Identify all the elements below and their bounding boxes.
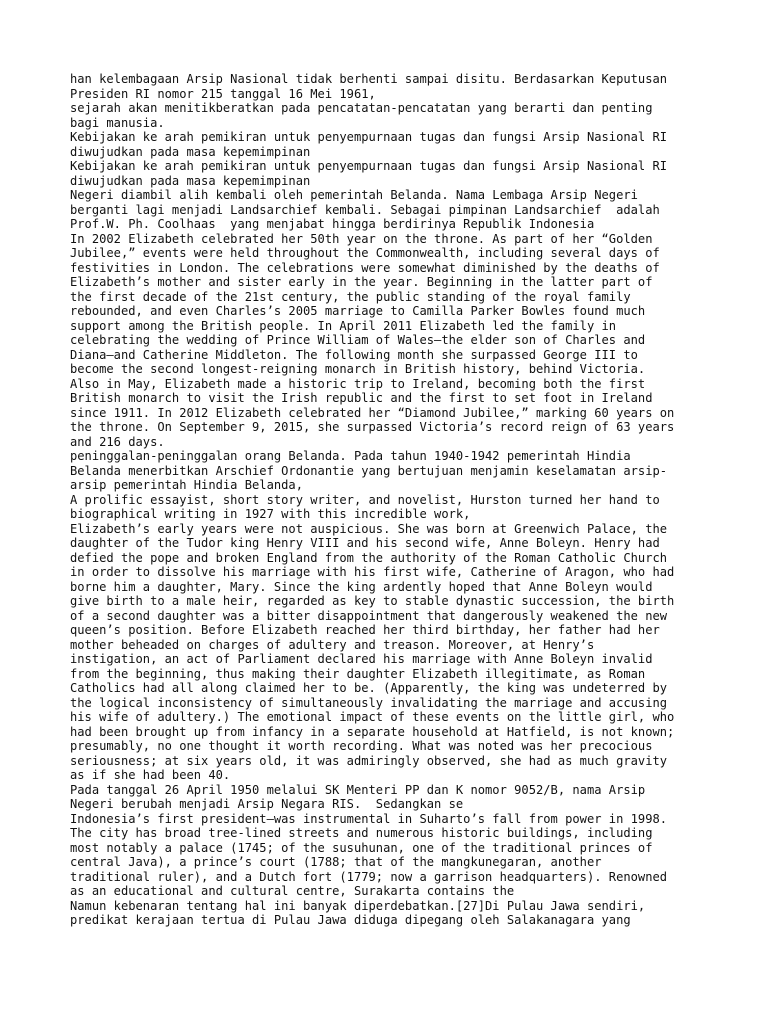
text-line: arsip pemerintah Hindia Belanda, — [70, 478, 303, 492]
text-line: rebounded, and even Charles’s 2005 marriage to Camilla Parker Bowles found much — [70, 304, 646, 318]
text-line: berganti lagi menjadi Landsarchief kembali. Sebagai pimpinan Landsarchief adalah — [70, 202, 660, 217]
text-line: predikat kerajaan tertua di Pulau Jawa diduga dipegang oleh Salakanagara yang — [70, 913, 631, 927]
text-line: the logical inconsistency of simultaneously invalidating the marriage and accusing — [70, 695, 668, 710]
text-line: han kelembagaan Arsip Nasional tidak berhenti sampai disitu. Berdasarkan Keputusan — [70, 72, 668, 86]
text-line: Kebijakan ke arah pemikiran untuk penyempurnaan tugas dan fungsi Arsip Nasional RI — [70, 130, 668, 144]
text-line: festivities in London. The celebrations were somewhat diminished by the deaths of — [70, 260, 660, 275]
text-line: borne him a daughter, Mary. Since the king ardently hoped that Anne Boleyn would — [70, 579, 653, 594]
text-line: Negeri diambil alih kembali oleh pemerintah Belanda. Nama Lembaga Arsip Negeri — [70, 188, 638, 202]
text-line: Indonesia’s first president—was instrumental in Suharto’s fall from power in 1998. — [70, 811, 668, 826]
text-line: celebrating the wedding of Prince William of Wales—the elder son of Charles and — [70, 333, 646, 347]
text-line: the throne. On September 9, 2015, she surpassed Victoria’s record reign of 63 years — [70, 420, 675, 434]
text-line: and 216 days. — [70, 434, 165, 449]
text-line: in order to dissolve his marriage with his first wife, Catherine of Aragon, who had — [70, 565, 675, 579]
text-line: Pada tanggal 26 April 1950 melalui SK Menteri PP dan K nomor 9052/B, nama Arsip — [70, 782, 646, 797]
text-line: as an educational and cultural centre, Surakarta contains the — [70, 884, 515, 898]
text-line: from the beginning, thus making their daughter Elizabeth illegitimate, as Roman — [70, 666, 646, 681]
text-line: Jubilee,” events were held throughout the Commonwealth, including several days of — [70, 246, 660, 260]
text-line: become the second longest-reigning monarch in British history, behind Victoria. — [70, 362, 646, 376]
document-body — [70, 72, 760, 928]
text-line: support among the British people. In April 2011 Elizabeth led the family in — [70, 318, 617, 333]
text-line: In 2002 Elizabeth celebrated her 50th year on the throne. As part of her “Golden — [70, 231, 653, 246]
text-line: central Java), a prince’s court (1788; that of the mangkunegaran, another — [70, 855, 602, 869]
text-line: daughter of the Tudor king Henry VIII and his second wife, Anne Boleyn. Henry had — [70, 536, 660, 550]
text-line: diwujudkan pada masa kepemimpinan — [70, 144, 311, 159]
text-line: defied the pope and broken England from the authority of the Roman Catholic Church — [70, 550, 668, 565]
text-line: diwujudkan pada masa kepemimpinan — [70, 173, 311, 188]
text-line: queen’s position. Before Elizabeth reached her third birthday, her father had her — [70, 623, 660, 637]
text-line: Prof.W. Ph. Coolhaas yang menjabat hingga berdirinya Republik Indonesia — [70, 217, 595, 231]
text-line: give birth to a male heir, regarded as key to stable dynastic succession, the birth — [70, 594, 675, 608]
text-line: Negeri berubah menjadi Arsip Negara RIS. Sedangkan se — [70, 797, 464, 811]
text-line: as if she had been 40. — [70, 768, 231, 782]
text-line: the first decade of the 21st century, the public standing of the royal family — [70, 289, 631, 304]
text-line: instigation, an act of Parliament declared his marriage with Anne Boleyn invalid — [70, 652, 653, 666]
text-line: Elizabeth’s early years were not auspicious. She was born at Greenwich Palace, the — [70, 521, 668, 536]
text-line: most notably a palace (1745; of the susuhunan, one of the traditional princes of — [70, 840, 653, 855]
text-line: Kebijakan ke arah pemikiran untuk penyempurnaan tugas dan fungsi Arsip Nasional RI — [70, 159, 668, 173]
text-line: Belanda menerbitkan Arschief Ordonantie yang bertujuan menjamin keselamatan arsip- — [70, 463, 668, 478]
text-line: since 1911. In 2012 Elizabeth celebrated her “Diamond Jubilee,” marking 60 years on — [70, 405, 675, 420]
text-line: peninggalan-peninggalan orang Belanda. Pada tahun 1940-1942 pemerintah Hindia — [70, 449, 631, 463]
text-line: seriousness; at six years old, it was admiringly observed, she had as much gravity — [70, 753, 668, 768]
text-line: Diana—and Catherine Middleton. The following month she surpassed George III to — [70, 347, 638, 362]
text-line: biographical writing in 1927 with this incredible work, — [70, 507, 471, 521]
text-line: of a second daughter was a bitter disappointment that dangerously weakened the new — [70, 608, 668, 623]
text-line: A prolific essayist, short story writer, and novelist, Hurston turned her hand to — [70, 492, 660, 507]
text-line: presumably, no one thought it worth recording. What was noted was her precocious — [70, 739, 653, 753]
text-line: mother beheaded on charges of adultery and treason. Moreover, at Henry’s — [70, 637, 595, 652]
text-line: sejarah akan menitikberatkan pada pencatatan-pencatatan yang berarti dan penting — [70, 101, 653, 115]
text-line: Elizabeth’s mother and sister early in the year. Beginning in the latter part of — [70, 275, 653, 289]
text-line: traditional ruler), and a Dutch fort (1779; now a garrison headquarters). Renowned — [70, 869, 668, 884]
text-line: his wife of adultery.) The emotional impact of these events on the little girl, who — [70, 710, 675, 724]
text-line: British monarch to visit the Irish republic and the first to set foot in Ireland — [70, 391, 653, 405]
text-line: The city has broad tree-lined streets and numerous historic buildings, including — [70, 826, 653, 840]
text-line: Presiden RI nomor 215 tanggal 16 Mei 1961, — [70, 86, 376, 101]
text-line: bagi manusia. — [70, 115, 165, 130]
text-line: Also in May, Elizabeth made a historic trip to Ireland, becoming both the first — [70, 376, 646, 391]
text-line: Namun kebenaran tentang hal ini banyak diperdebatkan.[27]Di Pulau Jawa sendiri, — [70, 898, 646, 913]
text-line: Catholics had all along claimed her to be. (Apparently, the king was undeterred by — [70, 681, 668, 695]
text-line: had been brought up from infancy in a separate household at Hatfield, is not known; — [70, 724, 675, 739]
